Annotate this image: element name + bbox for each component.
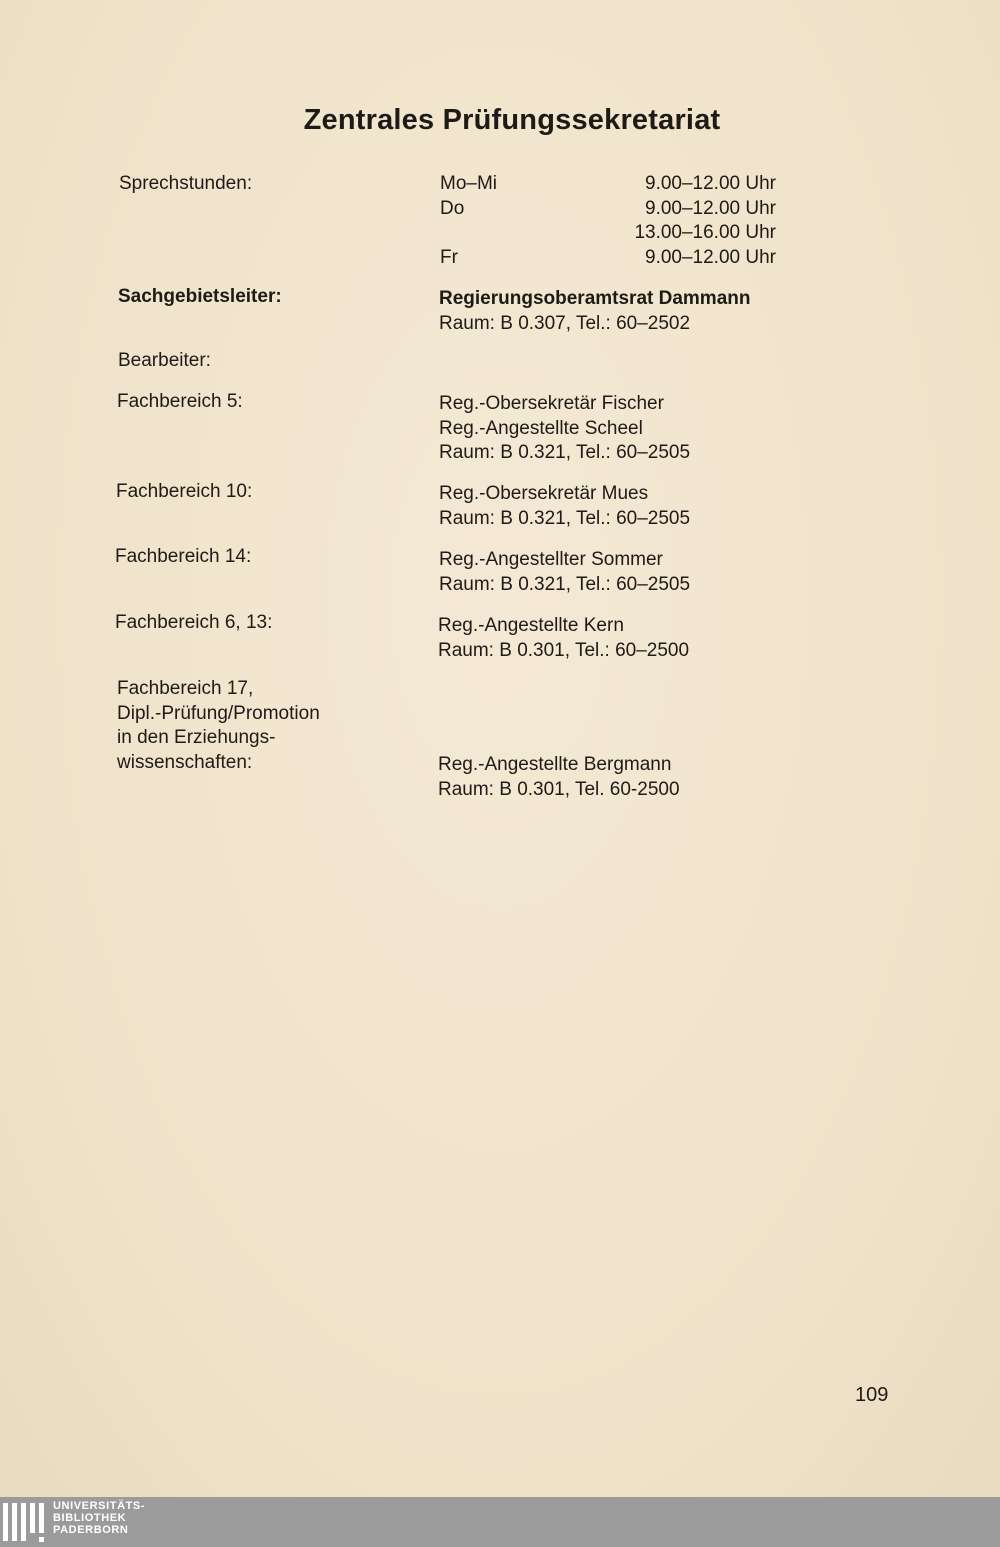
library-logo-text	[53, 1500, 145, 1536]
department-contact	[438, 753, 680, 802]
office-hours-table	[440, 172, 776, 270]
logo-line: UNIVERSITÄTS-	[53, 1500, 146, 1512]
office-hours-day: Fr	[440, 246, 458, 268]
department-label-line: in den Erziehungs-	[117, 727, 276, 748]
section-head-label: Sachgebietsleiter:	[118, 286, 282, 307]
department-label: Fachbereich 10:	[116, 481, 253, 502]
contact-line: Raum: B 0.321, Tel.: 60–2505	[439, 442, 691, 463]
contact-line: Raum: B 0.301, Tel.: 60–2500	[438, 639, 690, 661]
section-head-room: Raum: B 0.307, Tel.: 60–2502	[439, 312, 691, 334]
department-contact	[439, 482, 690, 531]
office-hours-label: Sprechstunden:	[119, 173, 253, 194]
department-label-line: Fachbereich 17,	[117, 678, 254, 699]
office-hours-row	[440, 246, 776, 271]
department-label-line: Dipl.-Prüfung/Promotion	[117, 702, 320, 724]
contact-line: Reg.-Angestellte Scheel	[439, 417, 643, 439]
office-hours-time: 9.00–12.00 Uhr	[645, 197, 776, 219]
department-label: Fachbereich 6, 13:	[115, 612, 273, 633]
office-hours-row	[440, 221, 776, 246]
office-hours-time: 9.00–12.00 Uhr	[645, 173, 776, 194]
page-title: Zentrales Prüfungssekretariat	[303, 104, 721, 136]
office-hours-row	[440, 172, 776, 197]
contact-line: Reg.-Angestellte Kern	[438, 615, 624, 636]
department-label-line: wissenschaften:	[117, 751, 253, 773]
library-logo-icon	[3, 1503, 45, 1541]
contact-line: Reg.-Obersekretär Mues	[439, 483, 649, 504]
staff-label: Bearbeiter:	[118, 350, 211, 371]
department-label: Fachbereich 5:	[117, 391, 243, 412]
contact-line: Reg.-Angestellter Sommer	[439, 549, 663, 570]
department-contact	[439, 392, 690, 466]
department-contact	[438, 614, 689, 663]
office-hours-day: Do	[440, 197, 465, 219]
office-hours-time: 13.00–16.00 Uhr	[634, 222, 776, 243]
logo-line: PADERBORN	[53, 1524, 129, 1536]
library-footer	[0, 1497, 1000, 1547]
logo-line: BIBLIOTHEK	[53, 1512, 127, 1524]
page-number: 109	[855, 1384, 889, 1406]
contact-line: Reg.-Angestellte Bergmann	[438, 754, 672, 775]
department-label: Fachbereich 14:	[115, 546, 252, 567]
office-hours-time: 9.00–12.00 Uhr	[645, 246, 776, 268]
contact-line: Raum: B 0.321, Tel.: 60–2505	[439, 573, 691, 595]
department-contact	[439, 548, 690, 597]
contact-line: Raum: B 0.301, Tel. 60-2500	[438, 778, 680, 800]
section-head-name: Regierungsoberamtsrat Dammann	[439, 288, 751, 309]
office-hours-row	[440, 197, 776, 222]
department-label	[117, 677, 320, 775]
office-hours-day: Mo–Mi	[440, 173, 498, 194]
contact-line: Reg.-Obersekretär Fischer	[439, 393, 664, 414]
contact-line: Raum: B 0.321, Tel.: 60–2505	[439, 507, 691, 529]
section-head-contact	[439, 287, 750, 336]
